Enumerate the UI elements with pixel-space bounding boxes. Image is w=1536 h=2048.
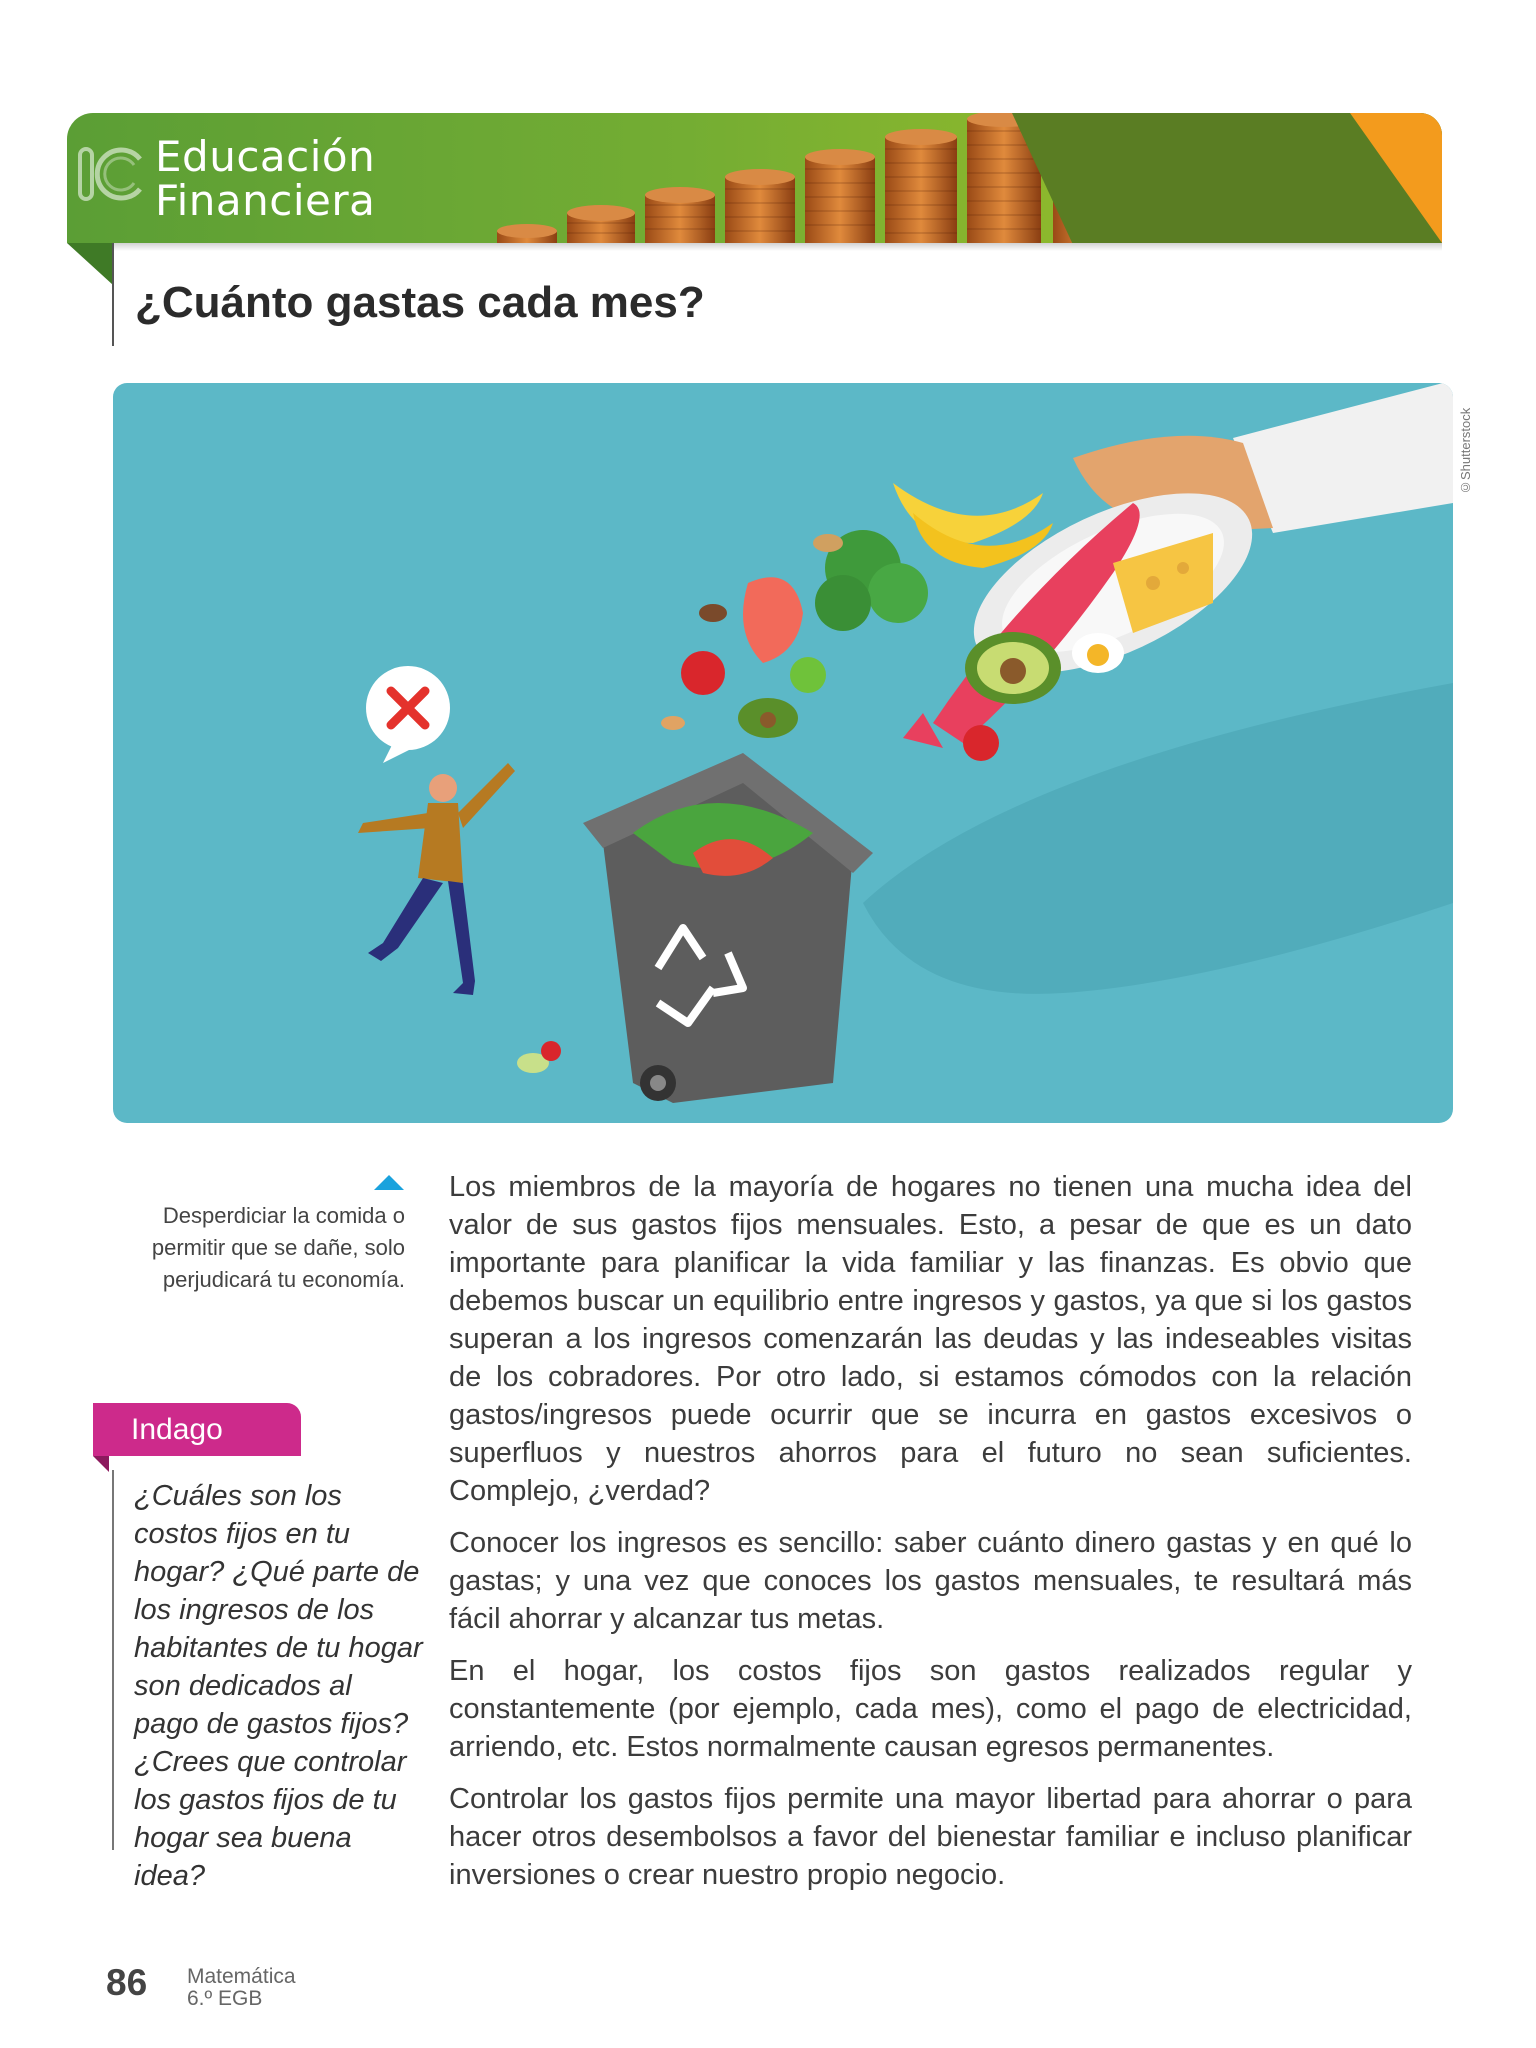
image-caption: Desperdiciar la comida o permitir que se dañe, solo perjudicará tu economía.	[151, 1203, 405, 1292]
indago-questions: ¿Cuáles son los costos fijos en tu hogar? ¿Qué parte de los ingresos de los habitantes de tu hogar son dedicados al pago de gastos fijos? ¿Crees que controlar los gastos fijos de tu hogar sea buena idea?	[134, 1480, 423, 1892]
image-credit: ©Shutterstock	[1458, 407, 1473, 495]
brand-line-2: Financiera	[155, 176, 376, 225]
page-number: 86	[106, 1962, 148, 2003]
paragraph-2: Conocer los ingresos es sencillo: saber cuánto dinero gastas y en qué lo gastas; y una vez que conoces los gastos mensuales, te resultará más fácil ahorrar y alcanzar tus metas.	[449, 1527, 1412, 1635]
indago-label: Indago	[131, 1413, 223, 1446]
banner-fold	[67, 243, 113, 285]
dua-badge-title: DUA	[1204, 34, 1266, 65]
subject-name: Matemática	[187, 1965, 296, 1988]
paragraph-4: Controlar los gastos fijos permite una mayor libertad para ahorrar o para hacer otros desembolsos a favor del bienestar familiar e incluso planificar inversiones o crear nuestro propio negocio.	[449, 1783, 1412, 1891]
grade-label: 6.º EGB	[187, 1987, 263, 2010]
ic-logo-icon	[76, 143, 146, 205]
banner-shadow	[112, 243, 1442, 251]
indago-tab-fold	[93, 1456, 109, 1472]
brand-line-1: Educación	[155, 132, 376, 181]
paragraph-1: Los miembros de la mayoría de hogares no tienen una mucha idea del valor de sus gastos fijos mensuales. Esto, a pesar de que es un dato importante para planificar la vida familiar y las finanzas. Es obvio que debemos buscar un equilibrio entre ingresos y gastos, ya que si los gastos superan a los ingresos comenzarán las deudas y las indeseables visitas de los cobradores. Por otro lado, si estamos cómodos con la relación gastos/ingresos puede ocurrir que se incurra en gastos excesivos o superfluos y nuestros ahorros para el futuro no sean suficientes. Complejo, ¿verdad?	[449, 1171, 1412, 1507]
caption-marker-icon	[374, 1175, 404, 1190]
footer-subject	[187, 1966, 296, 2010]
title-rule	[112, 243, 114, 346]
page-title: ¿Cuánto gastas cada mes?	[135, 278, 705, 327]
main-text	[449, 1168, 1412, 1908]
section-banner	[67, 113, 1442, 243]
dua-badge-subtitle: Participación	[1159, 70, 1311, 97]
paragraph-3: En el hogar, los costos fijos son gastos realizados regular y constantemente (por ejemplo, cada mes), como el pago de electricidad, arriendo, etc. Estos normalmente causan egresos permanentes.	[449, 1655, 1412, 1763]
food-waste-illustration-art	[113, 383, 1453, 1123]
indago-rule	[112, 1470, 114, 1850]
food-waste-illustration	[113, 383, 1453, 1123]
